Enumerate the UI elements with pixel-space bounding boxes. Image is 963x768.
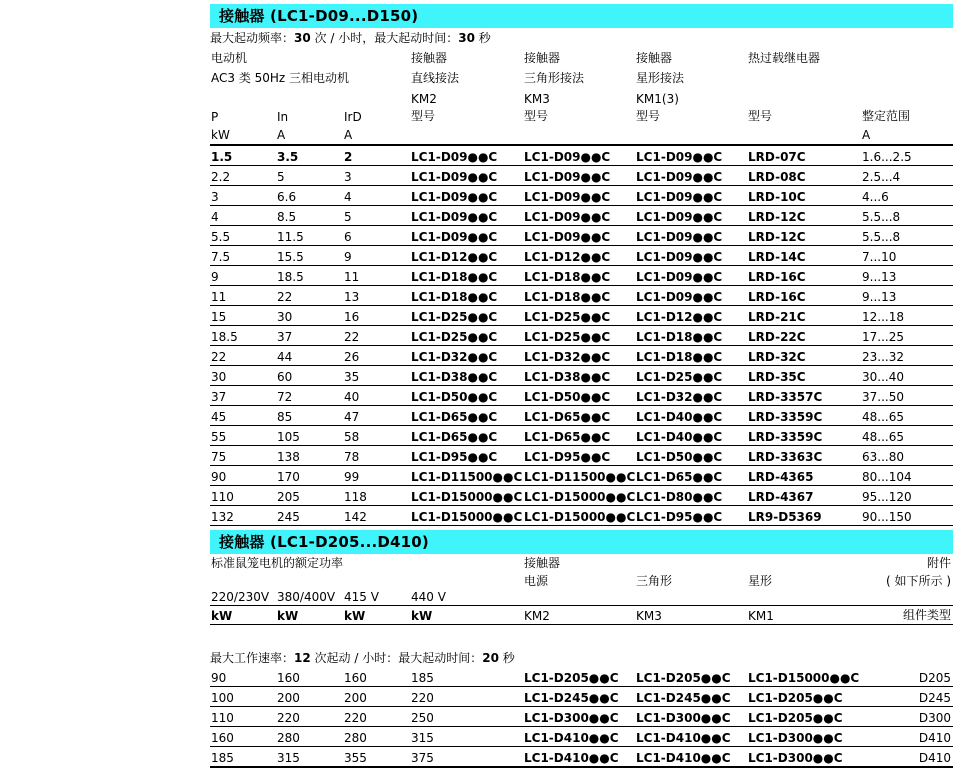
cell: 44 <box>276 346 343 366</box>
cell: 22 <box>276 286 343 306</box>
header-blank <box>635 125 747 145</box>
unit-kw: kW <box>276 606 343 625</box>
cell: 63...80 <box>861 446 953 466</box>
cell: 2.5...4 <box>861 166 953 186</box>
cell: 7.5 <box>210 246 276 266</box>
cell: LC1-D245●●C <box>635 687 747 707</box>
cell: LC1-D25●●C <box>523 326 635 346</box>
header-contactor-star: 接触器 <box>636 51 673 65</box>
cell: 5.5 <box>210 226 276 246</box>
cell: LRD-21C <box>747 306 861 326</box>
table-row <box>210 386 953 406</box>
table-row <box>210 286 953 306</box>
cell: 220 <box>410 687 523 707</box>
section2-title-bar <box>210 530 953 554</box>
cell: LRD-3363C <box>747 446 861 466</box>
cell: LC1-D11500●●C <box>523 466 635 486</box>
cell: LC1-D18●●C <box>635 346 747 366</box>
cell: LRD-22C <box>747 326 861 346</box>
cell: LR9-D5369 <box>747 506 861 526</box>
cell: LRD-14C <box>747 246 861 266</box>
cell: LC1-D38●●C <box>410 366 523 386</box>
unit-kw: kW <box>410 606 523 625</box>
table2-body <box>210 667 953 767</box>
cell: 245 <box>276 506 343 526</box>
cell: LC1-D205●●C <box>747 687 861 707</box>
cell: LC1-D09●●C <box>523 145 635 166</box>
cell: LC1-D40●●C <box>635 406 747 426</box>
unit-kw: kW <box>210 606 276 625</box>
cell: D410 <box>861 747 953 768</box>
cell: LC1-D65●●C <box>635 466 747 486</box>
cell: 95...120 <box>861 486 953 506</box>
cell: 5.5...8 <box>861 226 953 246</box>
cell: 142 <box>343 506 410 526</box>
header-power: 电源 <box>524 574 549 588</box>
spec-text: 次起动 / 小时：最大起动时间： <box>310 651 483 665</box>
header-blank <box>861 590 953 606</box>
table-row <box>210 366 953 386</box>
header-blank <box>747 87 953 107</box>
cell: LRD-08C <box>747 166 861 186</box>
cell: LC1-D95●●C <box>635 506 747 526</box>
cell: 3.5 <box>276 145 343 166</box>
cell: 118 <box>343 486 410 506</box>
section1-spec-line <box>210 29 953 47</box>
cell: 22 <box>210 346 276 366</box>
header-blank <box>210 87 410 107</box>
cell: 6 <box>343 226 410 246</box>
cell: 4 <box>343 186 410 206</box>
cell: LC1-D09●●C <box>410 206 523 226</box>
cell: 280 <box>343 727 410 747</box>
cell: 11 <box>343 266 410 286</box>
cell: 2 <box>343 145 410 166</box>
cell: LC1-D18●●C <box>410 286 523 306</box>
header-blank <box>635 554 747 572</box>
cell: LC1-D18●●C <box>523 286 635 306</box>
header-blank <box>747 67 953 87</box>
header-contactor-direct: 接触器 <box>411 51 448 65</box>
cell: 90 <box>210 466 276 486</box>
cell: 99 <box>343 466 410 486</box>
header-voltage-415: 415 V <box>343 590 410 606</box>
header-km3: KM3 <box>524 92 550 106</box>
unit-a: A <box>276 125 343 145</box>
cell: LC1-D300●●C <box>747 727 861 747</box>
cell: LRD-4367 <box>747 486 861 506</box>
cell: LC1-D32●●C <box>410 346 523 366</box>
header-blank <box>747 590 861 606</box>
cell: 85 <box>276 406 343 426</box>
cell: 13 <box>343 286 410 306</box>
cell: LC1-D11500●●C <box>410 466 523 486</box>
cell: 48...65 <box>861 406 953 426</box>
cell: 4...6 <box>861 186 953 206</box>
cell: LC1-D09●●C <box>635 206 747 226</box>
table2-header-grid <box>210 554 953 625</box>
cell: 1.5 <box>210 145 276 166</box>
table1-header <box>210 47 953 145</box>
table-row <box>210 446 953 466</box>
header-accessories: 附件 <box>927 556 952 570</box>
cell: 160 <box>210 727 276 747</box>
cell: 9 <box>210 266 276 286</box>
cell: 160 <box>343 667 410 687</box>
header-blank <box>523 125 635 145</box>
cell: 160 <box>276 667 343 687</box>
unit-a: A <box>861 125 953 145</box>
cell: LC1-D410●●C <box>523 747 635 768</box>
header-km3: KM3 <box>635 606 747 625</box>
cell: 11 <box>210 286 276 306</box>
cell: 220 <box>276 707 343 727</box>
header-voltage-440: 440 V <box>410 590 523 606</box>
cell: 80...104 <box>861 466 953 486</box>
cell: 30 <box>210 366 276 386</box>
cell: LC1-D205●●C <box>747 707 861 727</box>
cell: 200 <box>343 687 410 707</box>
cell: 58 <box>343 426 410 446</box>
cell: LC1-D410●●C <box>635 747 747 768</box>
cell: 37 <box>210 386 276 406</box>
cell: LRD-12C <box>747 206 861 226</box>
cell: LC1-D32●●C <box>635 386 747 406</box>
header-km2: KM2 <box>411 92 437 106</box>
cell: LC1-D50●●C <box>523 386 635 406</box>
cell: LC1-D80●●C <box>635 486 747 506</box>
cell: LC1-D09●●C <box>635 186 747 206</box>
header-blank <box>747 125 861 145</box>
cell: LC1-D40●●C <box>635 426 747 446</box>
cell: D205 <box>861 667 953 687</box>
cell: LRD-3359C <box>747 426 861 446</box>
header-blank <box>635 590 747 606</box>
header-blank <box>210 572 523 590</box>
cell: 220 <box>343 707 410 727</box>
cell: LC1-D09●●C <box>410 166 523 186</box>
cell: 45 <box>210 406 276 426</box>
cell: LRD-16C <box>747 266 861 286</box>
cell: 30 <box>276 306 343 326</box>
cell: 72 <box>276 386 343 406</box>
table-row <box>210 486 953 506</box>
cell: 5 <box>343 206 410 226</box>
cell: 37 <box>276 326 343 346</box>
cell: LC1-D205●●C <box>635 667 747 687</box>
cell: LC1-D300●●C <box>747 747 861 768</box>
cell: LRD-07C <box>747 145 861 166</box>
cell: LC1-D09●●C <box>410 226 523 246</box>
cell: LRD-3359C <box>747 406 861 426</box>
cell: LC1-D410●●C <box>523 727 635 747</box>
spec-text: 秒 <box>498 651 515 665</box>
cell: 12...18 <box>861 306 953 326</box>
col-ird: IrD <box>344 110 362 124</box>
cell: LC1-D50●●C <box>410 386 523 406</box>
table-row <box>210 226 953 246</box>
cell: 105 <box>276 426 343 446</box>
cell: LRD-16C <box>747 286 861 306</box>
header-direct-wiring: 直线接法 <box>411 71 460 85</box>
table1-body <box>210 145 953 526</box>
cell: LRD-3357C <box>747 386 861 406</box>
cell: 26 <box>343 346 410 366</box>
cell: 205 <box>276 486 343 506</box>
table-row <box>210 346 953 366</box>
cell: LC1-D65●●C <box>410 406 523 426</box>
cell: 30...40 <box>861 366 953 386</box>
cell: LC1-D410●●C <box>635 727 747 747</box>
cell: 11.5 <box>276 226 343 246</box>
spec-value: 30 <box>458 31 475 45</box>
header-motor-type: AC3 类 50Hz 三相电动机 <box>211 71 350 85</box>
cell: LC1-D09●●C <box>635 166 747 186</box>
cell: 23...32 <box>861 346 953 366</box>
cell: LC1-D32●●C <box>523 346 635 366</box>
table-row <box>210 266 953 286</box>
cell: 315 <box>410 727 523 747</box>
col-setting-range: 整定范围 <box>862 109 911 123</box>
cell: 4 <box>210 206 276 226</box>
cell: LC1-D65●●C <box>523 406 635 426</box>
cell: LC1-D09●●C <box>523 206 635 226</box>
cell: 18.5 <box>210 326 276 346</box>
unit-a: A <box>343 125 410 145</box>
header-rated-power: 标准鼠笼电机的额定功率 <box>211 556 344 570</box>
table-row <box>210 246 953 266</box>
cell: 75 <box>210 446 276 466</box>
table-row <box>210 406 953 426</box>
cell: LC1-D09●●C <box>523 186 635 206</box>
table-row <box>210 506 953 526</box>
cell: LC1-D09●●C <box>635 286 747 306</box>
table-row <box>210 687 953 707</box>
header-km1: KM1 <box>747 606 861 625</box>
cell: LC1-D95●●C <box>410 446 523 466</box>
cell: LC1-D18●●C <box>635 326 747 346</box>
table-row <box>210 747 953 768</box>
cell: 8.5 <box>276 206 343 226</box>
spec-text: 最大起动频率： <box>210 31 295 45</box>
cell: LC1-D09●●C <box>635 226 747 246</box>
header-motor: 电动机 <box>211 51 248 65</box>
cell: 3 <box>343 166 410 186</box>
cell: LC1-D09●●C <box>635 145 747 166</box>
cell: 9...13 <box>861 286 953 306</box>
header-km2: KM2 <box>523 606 635 625</box>
section1-title-bar <box>210 4 953 28</box>
cell: 60 <box>276 366 343 386</box>
cell: 375 <box>410 747 523 768</box>
cell: 7...10 <box>861 246 953 266</box>
cell: 15.5 <box>276 246 343 266</box>
cell: LC1-D25●●C <box>410 326 523 346</box>
cell: LRD-32C <box>747 346 861 366</box>
contactor-table-d205-d410 <box>210 667 953 768</box>
col-model-km2: 型号 <box>411 109 436 123</box>
cell: LC1-D15000●●C <box>523 506 635 526</box>
cell: LC1-D300●●C <box>635 707 747 727</box>
cell: 35 <box>343 366 410 386</box>
header-accessories-note: ( 如下所示 ) <box>886 574 952 588</box>
cell: LC1-D18●●C <box>410 266 523 286</box>
cell: LC1-D09●●C <box>635 266 747 286</box>
cell: 9...13 <box>861 266 953 286</box>
cell: LC1-D15000●●C <box>523 486 635 506</box>
cell: 132 <box>210 506 276 526</box>
contactor-table-d09-d150 <box>210 47 953 526</box>
cell: 90...150 <box>861 506 953 526</box>
cell: LC1-D65●●C <box>410 426 523 446</box>
section2-spec-line <box>210 649 953 667</box>
cell: LC1-D50●●C <box>635 446 747 466</box>
spec-value: 20 <box>482 651 499 665</box>
header-component-type: 组件类型 <box>861 606 953 625</box>
table-row <box>210 727 953 747</box>
cell: 1.6...2.5 <box>861 145 953 166</box>
table-row <box>210 326 953 346</box>
cell: LC1-D09●●C <box>523 226 635 246</box>
cell: 110 <box>210 486 276 506</box>
cell: 185 <box>410 667 523 687</box>
cell: 18.5 <box>276 266 343 286</box>
cell: 78 <box>343 446 410 466</box>
table-row <box>210 426 953 446</box>
cell: LC1-D245●●C <box>523 687 635 707</box>
header-star: 星形 <box>748 574 773 588</box>
header-voltage-380: 380/400V <box>276 590 343 606</box>
header-star-wiring: 星形接法 <box>636 71 685 85</box>
cell: 17...25 <box>861 326 953 346</box>
cell: 200 <box>276 687 343 707</box>
cell: LC1-D18●●C <box>523 266 635 286</box>
header-blank <box>747 554 861 572</box>
cell: LC1-D65●●C <box>523 426 635 446</box>
cell: D410 <box>861 727 953 747</box>
cell: 55 <box>210 426 276 446</box>
cell: 6.6 <box>276 186 343 206</box>
header-delta: 三角形 <box>636 574 673 588</box>
spec-text: 秒 <box>474 31 491 45</box>
cell: 47 <box>343 406 410 426</box>
unit-kw: kW <box>343 606 410 625</box>
cell: LC1-D25●●C <box>635 366 747 386</box>
cell: 280 <box>276 727 343 747</box>
page-content <box>210 0 953 768</box>
cell: LC1-D09●●C <box>410 145 523 166</box>
header-blank <box>410 125 523 145</box>
header-thermal-relay: 热过载继电器 <box>748 51 821 65</box>
cell: LC1-D25●●C <box>523 306 635 326</box>
cell: 40 <box>343 386 410 406</box>
header-voltage-220: 220/230V <box>210 590 276 606</box>
cell: LRD-10C <box>747 186 861 206</box>
cell: LC1-D09●●C <box>635 246 747 266</box>
cell: 3 <box>210 186 276 206</box>
cell: 9 <box>343 246 410 266</box>
cell: 355 <box>343 747 410 768</box>
cell: LC1-D15000●●C <box>747 667 861 687</box>
col-model-km1: 型号 <box>636 109 661 123</box>
cell: LC1-D12●●C <box>410 246 523 266</box>
header-delta-wiring: 三角形接法 <box>524 71 585 85</box>
table-row <box>210 306 953 326</box>
cell: 90 <box>210 667 276 687</box>
cell: LC1-D205●●C <box>523 667 635 687</box>
spec-text: 次 / 小时，最大起动时间： <box>310 31 459 45</box>
cell: 170 <box>276 466 343 486</box>
table-row <box>210 466 953 486</box>
table-row <box>210 206 953 226</box>
section2-title: 接触器 (LC1-D205...D410) <box>219 533 429 551</box>
cell: LC1-D12●●C <box>523 246 635 266</box>
cell: 37...50 <box>861 386 953 406</box>
cell: 2.2 <box>210 166 276 186</box>
cell: LC1-D12●●C <box>635 306 747 326</box>
cell: 110 <box>210 707 276 727</box>
header-km1: KM1(3) <box>636 92 679 106</box>
cell: 5 <box>276 166 343 186</box>
cell: D245 <box>861 687 953 707</box>
cell: 15 <box>210 306 276 326</box>
cell: LC1-D15000●●C <box>410 506 523 526</box>
cell: 100 <box>210 687 276 707</box>
table-row <box>210 145 953 166</box>
spec-value: 30 <box>294 31 311 45</box>
header-contactor-delta: 接触器 <box>524 51 561 65</box>
table-row <box>210 707 953 727</box>
cell: LRD-35C <box>747 366 861 386</box>
table-row <box>210 186 953 206</box>
unit-kw: kW <box>210 125 276 145</box>
cell: LC1-D15000●●C <box>410 486 523 506</box>
cell: LC1-D09●●C <box>410 186 523 206</box>
spec-value: 12 <box>294 651 311 665</box>
table-row <box>210 166 953 186</box>
spec-text: 最大工作速率： <box>210 651 295 665</box>
cell: LC1-D95●●C <box>523 446 635 466</box>
cell: LRD-12C <box>747 226 861 246</box>
cell: 185 <box>210 747 276 768</box>
cell: LC1-D300●●C <box>523 707 635 727</box>
header-contactor: 接触器 <box>524 556 561 570</box>
col-in: In <box>277 110 289 124</box>
section1-title: 接触器 (LC1-D09...D150) <box>219 7 419 25</box>
cell: LRD-4365 <box>747 466 861 486</box>
cell: 22 <box>343 326 410 346</box>
cell: 16 <box>343 306 410 326</box>
col-p: P <box>211 110 219 124</box>
table-row <box>210 667 953 687</box>
cell: 250 <box>410 707 523 727</box>
cell: 5.5...8 <box>861 206 953 226</box>
cell: LC1-D25●●C <box>410 306 523 326</box>
cell: 315 <box>276 747 343 768</box>
header-blank <box>523 590 635 606</box>
cell: LC1-D09●●C <box>523 166 635 186</box>
cell: LC1-D38●●C <box>523 366 635 386</box>
cell: 138 <box>276 446 343 466</box>
cell: D300 <box>861 707 953 727</box>
cell: 48...65 <box>861 426 953 446</box>
col-model-relay: 型号 <box>748 109 773 123</box>
col-model-km3: 型号 <box>524 109 549 123</box>
